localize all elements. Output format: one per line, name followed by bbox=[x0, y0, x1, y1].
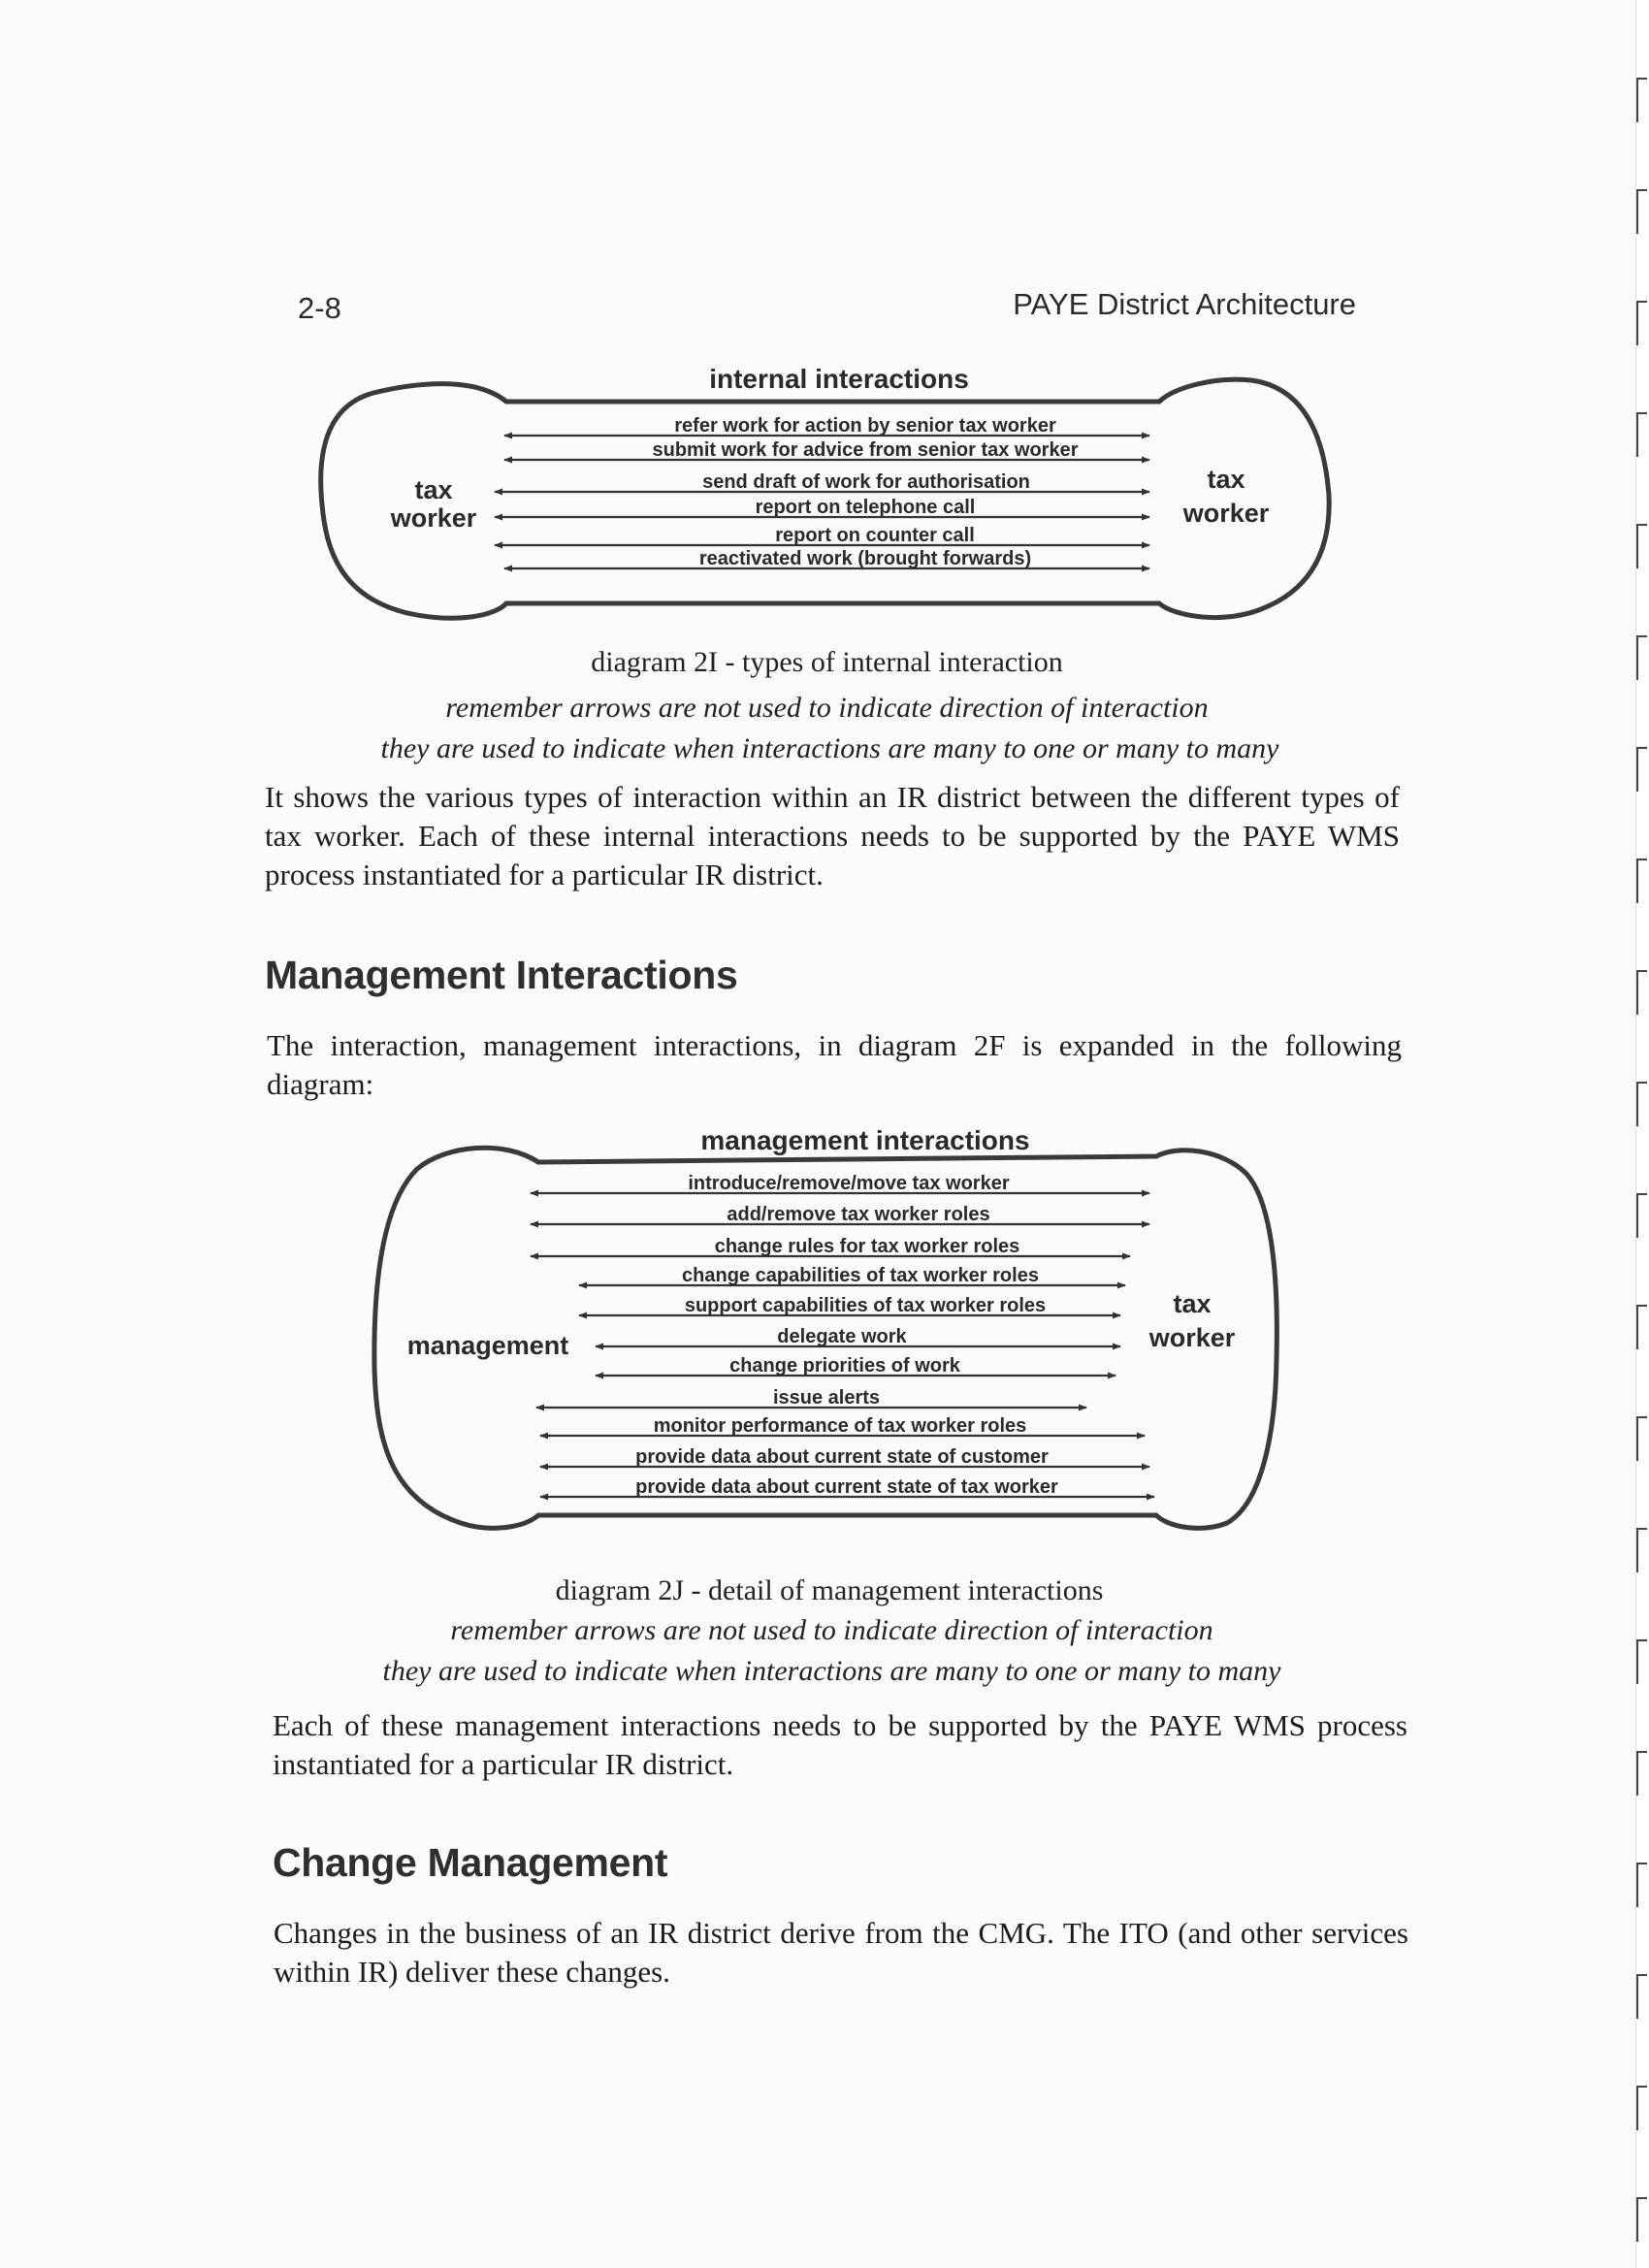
diagram-2i-title: internal interactions bbox=[709, 364, 969, 394]
binder-edge-mark bbox=[1636, 78, 1647, 122]
diagram-2i-svg bbox=[0, 359, 1649, 640]
internal-interaction-label: report on counter call bbox=[775, 525, 975, 546]
binder-edge-mark bbox=[1636, 301, 1647, 345]
diagram-management-interactions bbox=[0, 1116, 1649, 1562]
management-interaction-arrows bbox=[531, 1173, 1154, 1498]
diagram-internal-interactions bbox=[0, 359, 1649, 640]
diagram-2i-caption: diagram 2I - types of internal interaction bbox=[591, 646, 1063, 678]
diagram-2j-svg bbox=[0, 1116, 1649, 1562]
management-interaction-label: monitor performance of tax worker roles bbox=[653, 1415, 1027, 1437]
management-interaction-label: provide data about current state of customer bbox=[635, 1446, 1049, 1468]
diagram-2i-note-1: remember arrows are not used to indicate direction of interaction bbox=[445, 692, 1209, 724]
management-interaction-label: change priorities of work bbox=[729, 1355, 960, 1377]
diagram-2j-title: management interactions bbox=[700, 1125, 1030, 1155]
binder-edge-mark bbox=[1636, 1751, 1647, 1796]
diagram-2i-caption-block bbox=[0, 644, 1649, 769]
management-interaction-label: provide data about current state of tax worker bbox=[635, 1476, 1058, 1498]
binder-edge-mark bbox=[1636, 1863, 1647, 1907]
management-interaction-label: add/remove tax worker roles bbox=[727, 1204, 990, 1225]
binder-edge-mark bbox=[1636, 2197, 1647, 2242]
diagram-2j-caption: diagram 2J - detail of management interactions bbox=[555, 1574, 1104, 1606]
binder-edge-mark bbox=[1636, 189, 1647, 234]
internal-interaction-arrows bbox=[495, 415, 1149, 569]
internal-interaction-label: send draft of work for authorisation bbox=[702, 471, 1030, 493]
diagram-2j-caption-block bbox=[0, 1572, 1649, 1692]
paragraph-management-support: Each of these management interactions needs to be supported by the PAYE WMS process instantiated for a particular IR district. bbox=[273, 1708, 1407, 1781]
diagram-2i-note-2: they are used to indicate when interactions are many to one or many to many bbox=[380, 732, 1279, 764]
management-interaction-label: issue alerts bbox=[772, 1387, 881, 1409]
left-actor-label: tax worker bbox=[390, 475, 477, 533]
binder-edge-mark bbox=[1636, 2086, 1647, 2130]
internal-interaction-label: reactivated work (brought forwards) bbox=[698, 548, 1032, 569]
running-header-title: PAYE District Architecture bbox=[1013, 287, 1356, 321]
internal-interaction-label: report on telephone call bbox=[755, 497, 976, 518]
management-interaction-label: change rules for tax worker roles bbox=[714, 1236, 1020, 1257]
diagram-2j-note-2: they are used to indicate when interactions are many to one or many to many bbox=[382, 1655, 1281, 1687]
binder-edge-mark bbox=[1636, 859, 1647, 903]
internal-interaction-label: refer work for action by senior tax worker bbox=[674, 415, 1056, 437]
tax-worker-actor-label: tax worker bbox=[1148, 1289, 1236, 1352]
heading-management-interactions: Management Interactions bbox=[265, 953, 738, 997]
binder-edge-mark bbox=[1636, 1974, 1647, 2019]
paragraph-change-management: Changes in the business of an IR district derive from the CMG. The ITO (and other services within IR) deliver these changes. bbox=[274, 1916, 1408, 1989]
paragraph-management-intro: The interaction, management interactions, in diagram 2F is expanded in the following diagram: bbox=[267, 1028, 1402, 1101]
management-interaction-label: introduce/remove/move tax worker bbox=[688, 1173, 1010, 1194]
internal-interaction-label: submit work for advice from senior tax worker bbox=[652, 439, 1079, 461]
management-interaction-label: support capabilities of tax worker roles bbox=[684, 1295, 1047, 1316]
heading-change-management: Change Management bbox=[273, 1840, 668, 1885]
management-interaction-label: change capabilities of tax worker roles bbox=[682, 1265, 1039, 1286]
management-actor-label: management bbox=[406, 1331, 569, 1360]
right-actor-label: tax worker bbox=[1182, 465, 1270, 528]
page-number: 2-8 bbox=[298, 291, 341, 325]
paragraph-internal-interactions: It shows the various types of interaction within an IR district between the different types of tax worker. Each of these internal interactions needs to be supported by the PAYE WMS process instantiated for a particular IR district. bbox=[265, 780, 1400, 891]
binder-edge-mark bbox=[1636, 970, 1647, 1015]
diagram-2j-note-1: remember arrows are not used to indicate direction of interaction bbox=[450, 1614, 1213, 1646]
management-interaction-label: delegate work bbox=[777, 1326, 907, 1347]
